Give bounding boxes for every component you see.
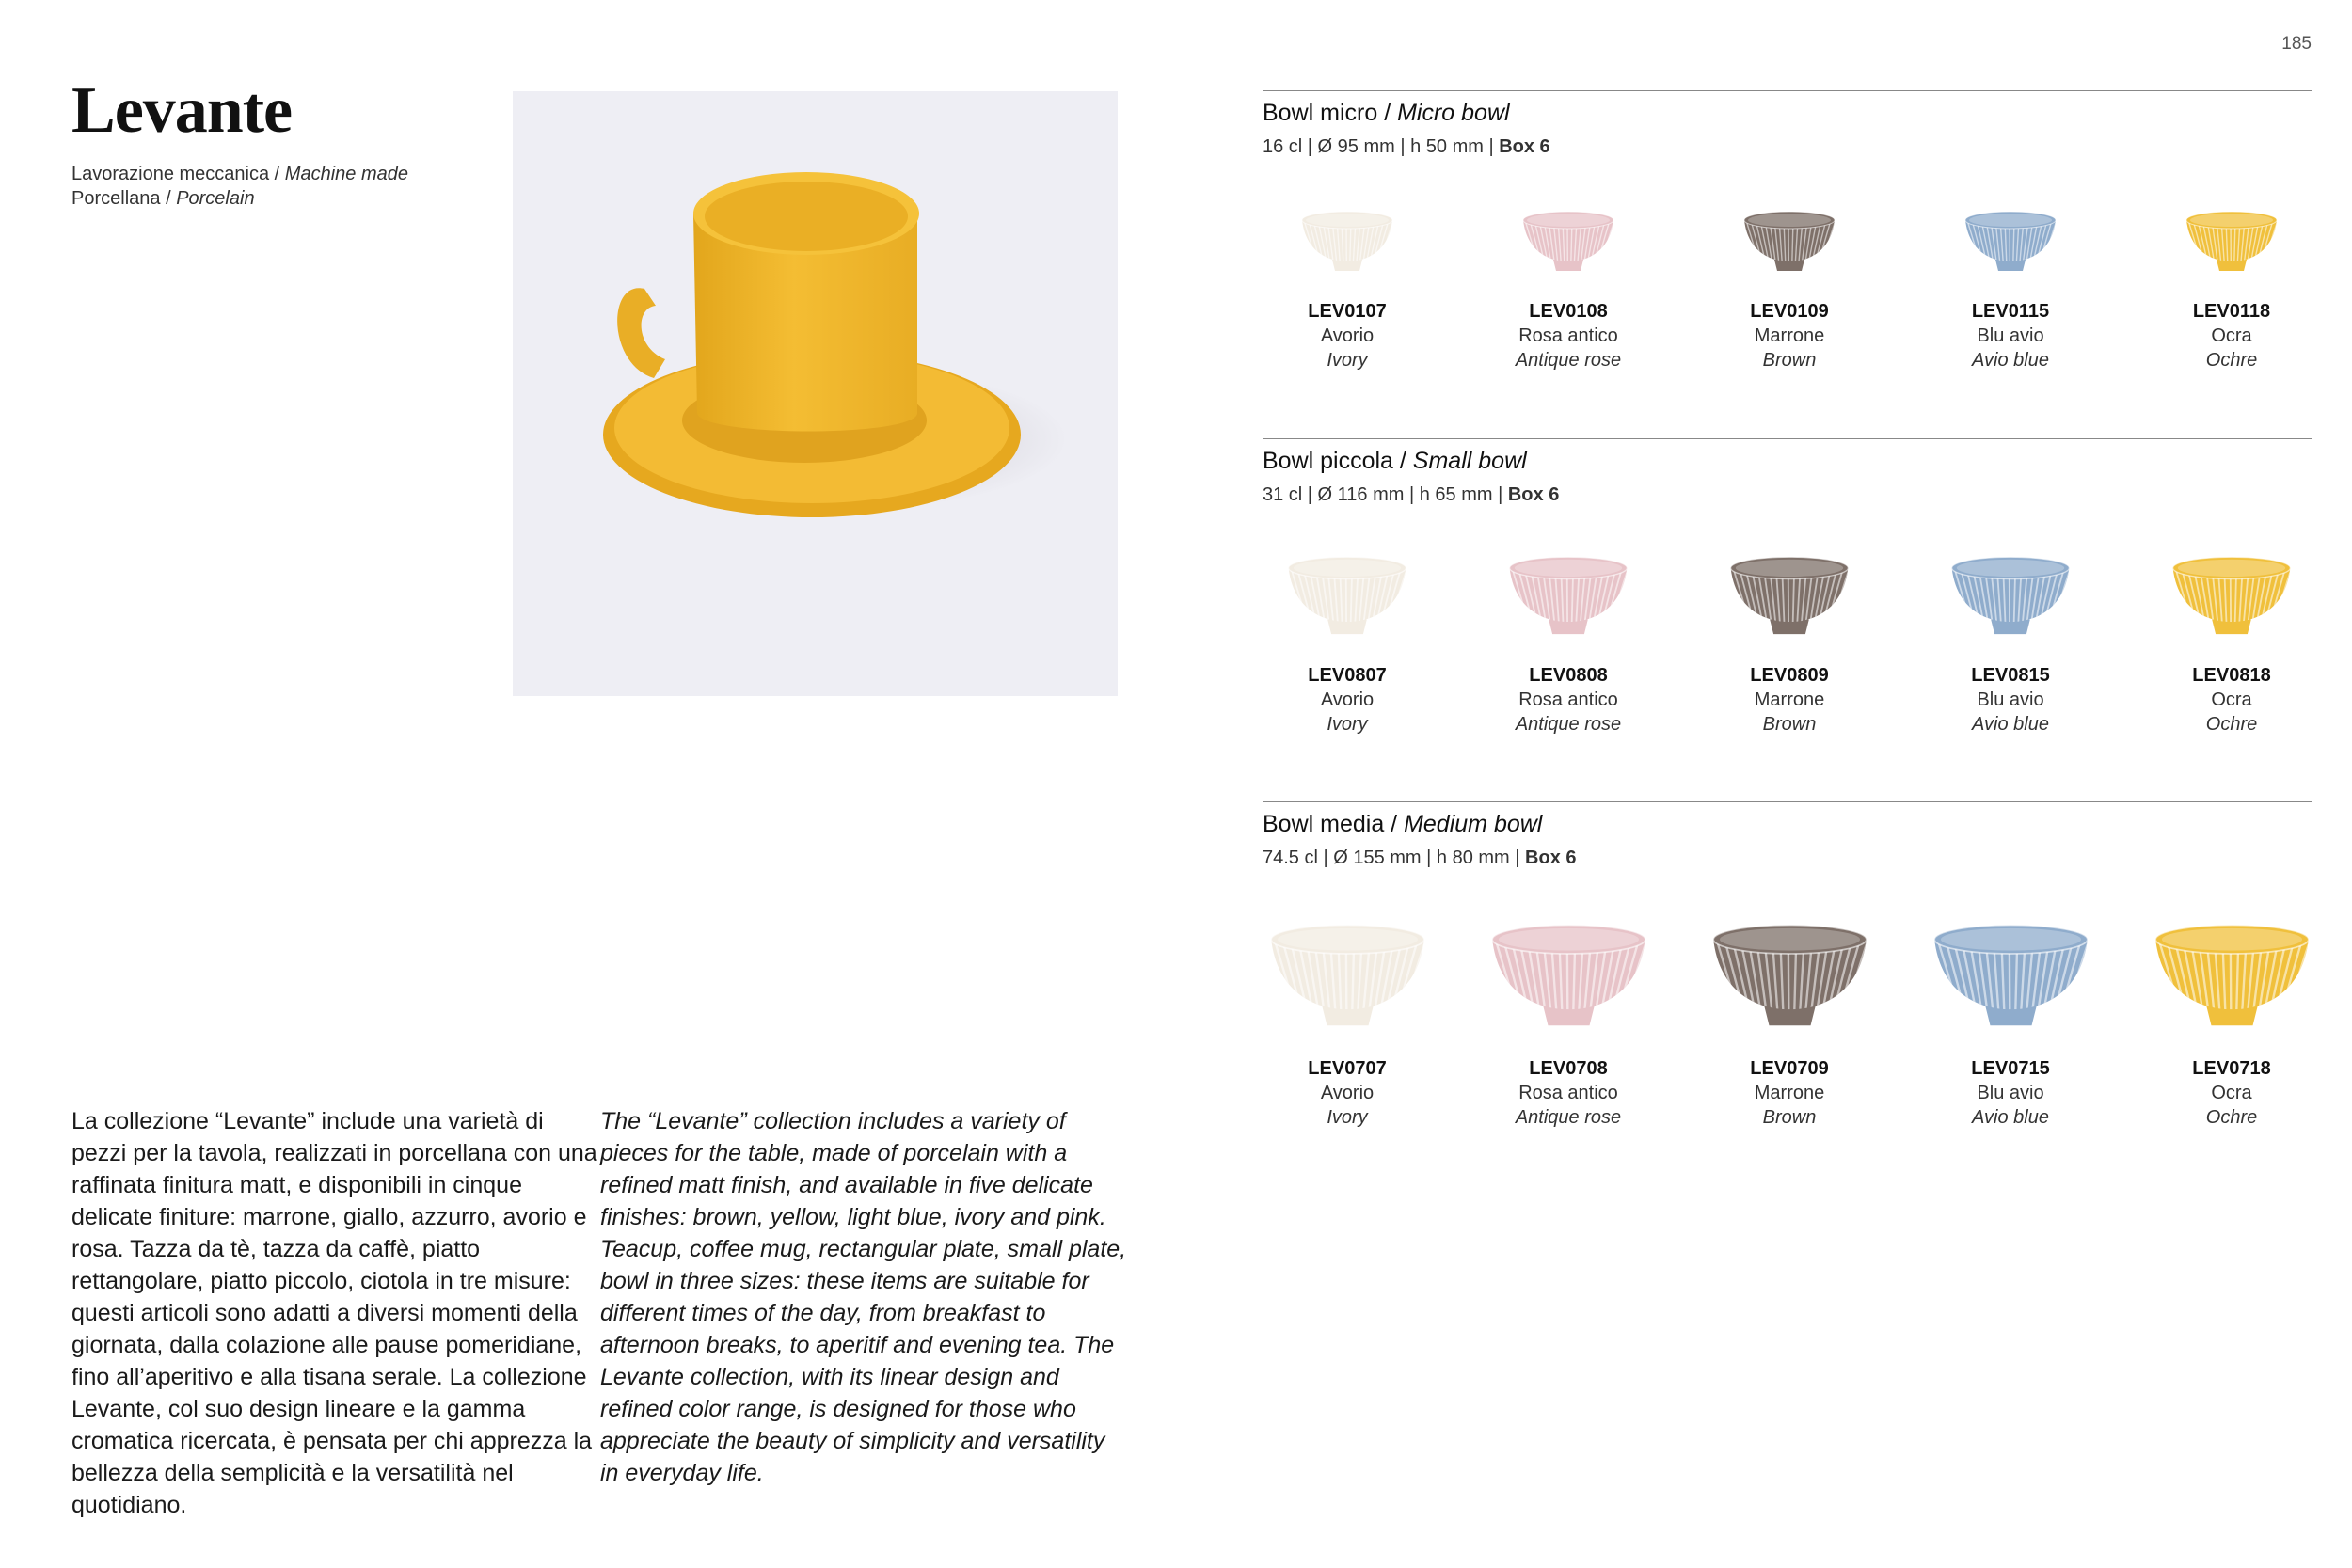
bowl-inside [1748,214,1831,227]
color-name-it: Avorio [1320,1083,1375,1103]
bowl-rose-icon [1486,917,1651,1032]
bowl-inside [1306,214,1389,227]
bowl-inside [1957,560,2064,577]
product-code: LEV0108 [1529,301,1608,322]
product-item [1926,1056,2095,1130]
color-name-it: Marrone [1754,325,1825,346]
box-qty: Box 6 [1499,136,1550,157]
bowl-ivory-icon [1300,207,1394,275]
product-code: LEV0718 [2192,1058,2271,1079]
teacup-saucer-illustration [513,91,1118,696]
bowl-inside [2161,928,2301,951]
product-item [1263,663,1432,736]
material-line: Porcellana / Porcelain [72,188,255,209]
color-name-en: Brown [1762,1107,1817,1128]
section-title-en: Micro bowl [1397,100,1510,126]
color-name-it: Rosa antico [1518,1083,1618,1103]
section-title-medium: Bowl media / Medium bowl [1263,811,1543,837]
section-title-it: Bowl media [1263,811,1385,837]
color-name-it: Ocra [2211,1083,2252,1103]
color-name-it: Rosa antico [1518,325,1618,346]
cup-inside [705,182,908,251]
bowl-ochre-icon [2170,550,2293,640]
bowl-inside [2190,214,2273,227]
product-item [1705,1056,1874,1130]
product-item [2147,299,2316,372]
product-code: LEV0709 [1750,1058,1829,1079]
product-item [2147,1056,2316,1130]
material-en: Porcelain [176,188,255,209]
specs-text: 16 cl | Ø 95 mm | h 50 mm | [1263,136,1494,157]
processing-it: Lavorazione meccanica [72,164,270,184]
color-name-it: Ocra [2211,689,2252,710]
color-name-en: Ochre [2205,1107,2258,1128]
section-specs-small [1263,484,1559,506]
bowl-inside [1969,214,2052,227]
section-title-en: Small bowl [1412,448,1527,474]
color-name-en: Avio blue [1972,1107,2049,1128]
section-title-it: Bowl micro [1263,100,1378,126]
color-name-en: Antique rose [1515,714,1622,735]
color-name-en: Ivory [1327,350,1368,371]
product-item [1705,663,1874,736]
product-code: LEV0115 [1971,301,2050,322]
bowl-blue-icon [1929,917,2093,1032]
product-item [1484,299,1653,372]
bowl-ivory-icon [1286,550,1408,640]
description-italian: La collezione “Levante” include una varietà di pezzi per la tavola, realizzati in porcellana con una raffinata finitura matt, e disponibili in cinque delicate finiture: marrone, giallo, azzurro, avorio e rosa. Tazza da tè, tazza da caffè, piatto rettangolare, piatto piccolo, ciotola in tre misure: questi articoli sono adatti a diversi momenti della giornata, dalla colazione alle pause pomeridiane, fino all’aperitivo e alla tisana serale. La collezione Levante, col suo design lineare e la gamma cromatica ricercata, è pensata per chi apprezza la bellezza della semplicità e la versatilità nel quotidiano. [72,1108,597,1518]
box-qty: Box 6 [1507,484,1560,505]
color-name-it: Marrone [1754,1083,1825,1103]
bowl-inside [1277,928,1417,951]
color-name-en: Brown [1762,350,1817,371]
product-item [2147,663,2316,736]
color-name-en: Antique rose [1515,1107,1622,1128]
product-code: LEV0118 [2192,301,2271,322]
color-name-it: Rosa antico [1518,689,1618,710]
product-item [1263,1056,1432,1130]
product-code: LEV0708 [1529,1058,1608,1079]
color-name-it: Ocra [2211,325,2252,346]
cup-handle [617,288,665,378]
material-it: Porcellana [72,188,161,209]
section-title-it: Bowl piccola [1263,448,1393,474]
color-name-it: Marrone [1754,689,1825,710]
product-item [1484,663,1653,736]
collection-title: Levante [72,74,293,147]
product-code: LEV0109 [1750,301,1829,322]
section-divider [1263,90,2312,91]
product-code: LEV0809 [1750,665,1829,686]
color-name-en: Antique rose [1515,350,1622,371]
bowl-inside [1736,560,1843,577]
color-name-en: Avio blue [1972,350,2049,371]
bowl-rose-icon [1507,550,1629,640]
bowl-inside [2178,560,2285,577]
box-qty: Box 6 [1525,847,1577,868]
bowl-brown-icon [1742,207,1836,275]
product-code: LEV0107 [1308,301,1387,322]
section-divider [1263,438,2312,439]
product-item [1926,663,2095,736]
color-name-en: Ivory [1327,1107,1368,1128]
bowl-blue-icon [1949,550,2072,640]
section-title-small: Bowl piccola / Small bowl [1263,448,1527,474]
product-item [1263,299,1432,372]
bowl-inside [1515,560,1622,577]
bowl-inside [1294,560,1401,577]
section-specs-medium [1263,847,1577,869]
color-name-it: Blu avio [1977,689,2044,710]
product-item [1926,299,2095,372]
processing-line: Lavorazione meccanica / Machine made [72,164,408,184]
processing-en: Machine made [284,164,408,184]
product-code: LEV0715 [1971,1058,2050,1079]
product-item [1705,299,1874,372]
section-specs-micro [1263,136,1550,158]
color-name-en: Brown [1762,714,1817,735]
bowl-ochre-icon [2185,207,2279,275]
bowl-inside [1719,928,1859,951]
specs-text: 31 cl | Ø 116 mm | h 65 mm | [1263,484,1503,505]
color-name-en: Ochre [2205,350,2258,371]
section-title-en: Medium bowl [1404,811,1543,837]
section-divider [1263,801,2312,802]
bowl-inside [1940,928,2080,951]
product-photo [513,91,1118,696]
specs-text: 74.5 cl | Ø 155 mm | h 80 mm | [1263,847,1520,868]
color-name-en: Ivory [1327,714,1368,735]
bowl-ivory-icon [1265,917,1430,1032]
section-title-micro: Bowl micro / Micro bowl [1263,100,1510,126]
description-english: The “Levante” collection includes a variety of pieces for the table, made of porcelain with a refined matt finish, and available in five delicate finishes: brown, yellow, light blue, ivory and pink. Teacup, coffee mug, rectangular plate, small plate, bowl in three sizes: these items are suitable for different times of the day, from breakfast to afternoon breaks, to aperitif and evening tea. The Levante collection, with its linear design and refined color range, is designed for those who appreciate the beauty of simplicity and versatility in everyday life. [600,1108,1127,1486]
bowl-inside [1527,214,1610,227]
color-name-it: Blu avio [1977,325,2044,346]
product-code: LEV0818 [2192,665,2271,686]
bowl-brown-icon [1728,550,1851,640]
bowl-inside [1498,928,1638,951]
product-code: LEV0807 [1308,665,1387,686]
color-name-en: Avio blue [1972,714,2049,735]
color-name-en: Ochre [2205,714,2258,735]
page-number: 185 [2281,34,2312,54]
color-name-it: Avorio [1320,325,1375,346]
bowl-blue-icon [1963,207,2058,275]
product-item [1484,1056,1653,1130]
product-code: LEV0707 [1308,1058,1387,1079]
bowl-ochre-icon [2150,917,2314,1032]
color-name-it: Blu avio [1977,1083,2044,1103]
product-code: LEV0815 [1971,665,2050,686]
color-name-it: Avorio [1320,689,1375,710]
bowl-rose-icon [1521,207,1615,275]
bowl-brown-icon [1708,917,1872,1032]
product-code: LEV0808 [1529,665,1608,686]
